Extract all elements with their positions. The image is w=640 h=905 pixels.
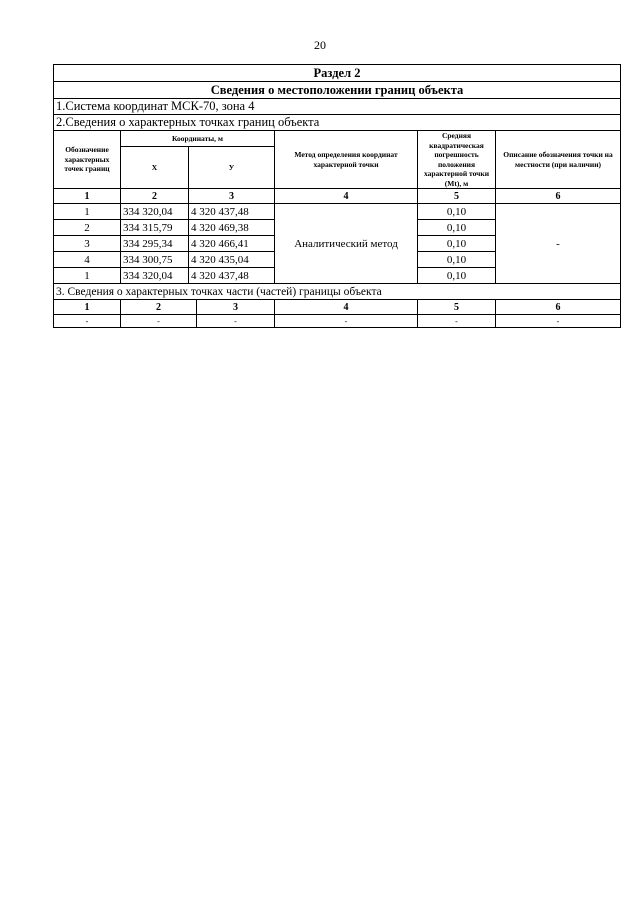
coordinate-system-line: 1.Система координат МСК-70, зона 4	[54, 99, 621, 115]
header-method: Метод определения координат характерной точки	[275, 131, 418, 189]
column-number: 6	[496, 189, 621, 204]
point-label: 3	[54, 236, 121, 252]
column-numbers-row	[54, 189, 621, 204]
y-value: 4 320 466,41	[189, 236, 275, 252]
column-number: 1	[54, 189, 121, 204]
column-number: 3	[189, 189, 275, 204]
table-row	[54, 204, 621, 220]
column-number: 5	[418, 300, 496, 315]
description-cell: -	[496, 204, 621, 284]
section-3-title: 3. Сведения о характерных точках части (частей) границы объекта	[54, 284, 621, 300]
section-3-row	[54, 315, 621, 328]
section-3-numbers-row	[54, 300, 621, 315]
header-x: Х	[121, 146, 189, 188]
empty-value: -	[418, 315, 496, 328]
y-value: 4 320 437,48	[189, 204, 275, 220]
header-description: Описание обозначения точки на местности (при наличии)	[496, 131, 621, 189]
header-y: У	[189, 146, 275, 188]
mt-value: 0,10	[418, 252, 496, 268]
mt-value: 0,10	[418, 236, 496, 252]
mt-value: 0,10	[418, 220, 496, 236]
column-number: 3	[197, 300, 275, 315]
page-number: 20	[314, 38, 326, 52]
y-value: 4 320 469,38	[189, 220, 275, 236]
empty-value: -	[275, 315, 418, 328]
point-label: 1	[54, 268, 121, 284]
point-label: 2	[54, 220, 121, 236]
y-value: 4 320 435,04	[189, 252, 275, 268]
column-number: 5	[418, 189, 496, 204]
point-label: 1	[54, 204, 121, 220]
x-value: 334 320,04	[121, 268, 189, 284]
header-coordinates: Координаты, м	[121, 131, 275, 147]
point-label: 4	[54, 252, 121, 268]
mt-value: 0,10	[418, 268, 496, 284]
column-number: 4	[275, 300, 418, 315]
method-cell: Аналитический метод	[275, 204, 418, 284]
empty-value: -	[496, 315, 621, 328]
section-2-table	[53, 64, 621, 328]
y-value: 4 320 437,48	[189, 268, 275, 284]
column-number: 2	[121, 189, 189, 204]
points-info-line: 2.Сведения о характерных точках границ объекта	[54, 115, 621, 131]
x-value: 334 320,04	[121, 204, 189, 220]
x-value: 334 295,34	[121, 236, 189, 252]
section-subtitle: Сведения о местоположении границ объекта	[54, 82, 621, 99]
column-number: 6	[496, 300, 621, 315]
column-number: 1	[54, 300, 121, 315]
empty-value: -	[121, 315, 197, 328]
x-value: 334 315,79	[121, 220, 189, 236]
column-number: 4	[275, 189, 418, 204]
empty-value: -	[197, 315, 275, 328]
x-value: 334 300,75	[121, 252, 189, 268]
empty-value: -	[54, 315, 121, 328]
mt-value: 0,10	[418, 204, 496, 220]
column-number: 2	[121, 300, 197, 315]
header-point-designation: Обозначение характерных точек границ	[54, 131, 121, 189]
header-mt: Средняя квадратическая погрешность положения характерной точки (Mt), м	[418, 131, 496, 189]
section-title: Раздел 2	[54, 65, 621, 82]
